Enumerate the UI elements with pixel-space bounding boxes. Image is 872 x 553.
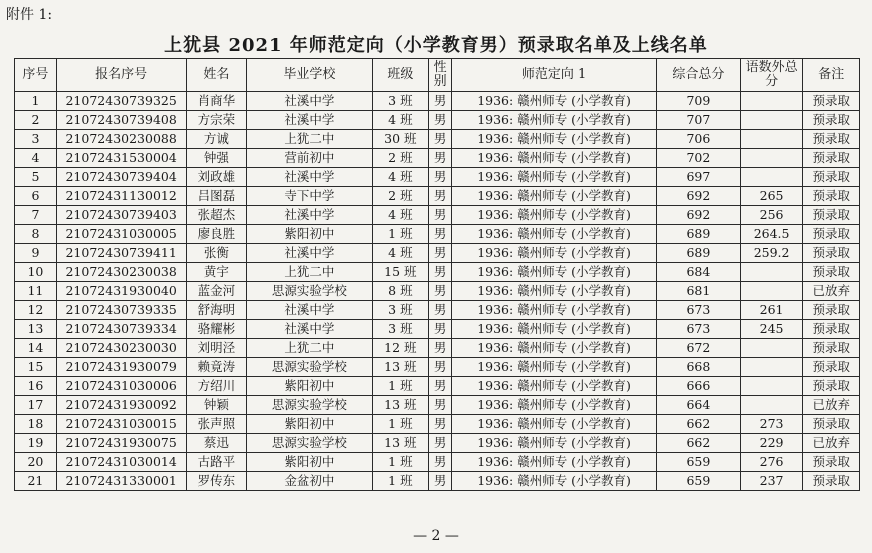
table-body <box>15 92 860 491</box>
col-reg-no-cell: 21072430739325 <box>56 92 186 111</box>
col-gender-cell: 男 <box>429 244 452 263</box>
col-total-score-cell: 666 <box>657 377 741 396</box>
col-name-cell: 廖良胜 <box>186 225 247 244</box>
col-class-cell: 8 班 <box>372 282 428 301</box>
col-remark-cell: 预录取 <box>803 111 860 130</box>
col-reg-no-cell: 21072430739408 <box>56 111 186 130</box>
col-normal-target-cell: 1936: 赣州师专 (小学教育) <box>452 358 657 377</box>
col-reg-no-cell: 21072431930075 <box>56 434 186 453</box>
col-name-cell: 肖商华 <box>186 92 247 111</box>
col-remark-cell: 预录取 <box>803 92 860 111</box>
col-school-cell: 社溪中学 <box>247 301 372 320</box>
col-normal-target-cell: 1936: 赣州师专 (小学教育) <box>452 263 657 282</box>
col-school-cell: 营前初中 <box>247 149 372 168</box>
col-gender-cell: 男 <box>429 396 452 415</box>
col-reg-no-cell: 21072430230030 <box>56 339 186 358</box>
header-col-school: 毕业学校 <box>247 59 372 92</box>
col-normal-target-cell: 1936: 赣州师专 (小学教育) <box>452 130 657 149</box>
col-school-cell: 金盆初中 <box>247 472 372 491</box>
col-name-cell: 蔡迅 <box>186 434 247 453</box>
col-class-cell: 12 班 <box>372 339 428 358</box>
col-total-score-cell: 673 <box>657 301 741 320</box>
col-normal-target-cell: 1936: 赣州师专 (小学教育) <box>452 472 657 491</box>
col-gender-cell: 男 <box>429 282 452 301</box>
col-total-score-cell: 692 <box>657 206 741 225</box>
table-row <box>15 168 860 187</box>
col-reg-no-cell: 21072430739403 <box>56 206 186 225</box>
col-core-score-cell: 237 <box>740 472 803 491</box>
table-row <box>15 92 860 111</box>
col-name-cell: 黄宇 <box>186 263 247 282</box>
col-remark-cell: 预录取 <box>803 377 860 396</box>
col-school-cell: 社溪中学 <box>247 168 372 187</box>
col-remark-cell: 预录取 <box>803 472 860 491</box>
col-reg-no-cell: 21072431530004 <box>56 149 186 168</box>
col-total-score-cell: 681 <box>657 282 741 301</box>
col-school-cell: 思源实验学校 <box>247 358 372 377</box>
col-core-score-cell: 229 <box>740 434 803 453</box>
col-normal-target-cell: 1936: 赣州师专 (小学教育) <box>452 225 657 244</box>
col-gender-cell: 男 <box>429 130 452 149</box>
col-remark-cell: 预录取 <box>803 130 860 149</box>
col-gender-cell: 男 <box>429 415 452 434</box>
col-core-score-cell: 276 <box>740 453 803 472</box>
col-total-score-cell: 673 <box>657 320 741 339</box>
col-remark-cell: 预录取 <box>803 301 860 320</box>
table-header <box>15 59 860 92</box>
col-index-cell: 6 <box>15 187 57 206</box>
col-remark-cell: 预录取 <box>803 358 860 377</box>
col-class-cell: 3 班 <box>372 301 428 320</box>
col-reg-no-cell: 21072431130012 <box>56 187 186 206</box>
col-normal-target-cell: 1936: 赣州师专 (小学教育) <box>452 282 657 301</box>
col-school-cell: 寺下中学 <box>247 187 372 206</box>
col-reg-no-cell: 21072430230038 <box>56 263 186 282</box>
col-core-score-cell <box>740 377 803 396</box>
col-core-score-cell <box>740 282 803 301</box>
header-col-normal-target: 师范定向 1 <box>452 59 657 92</box>
col-index-cell: 14 <box>15 339 57 358</box>
col-core-score-cell: 245 <box>740 320 803 339</box>
col-remark-cell: 预录取 <box>803 320 860 339</box>
col-normal-target-cell: 1936: 赣州师专 (小学教育) <box>452 206 657 225</box>
col-total-score-cell: 709 <box>657 92 741 111</box>
col-school-cell: 社溪中学 <box>247 206 372 225</box>
col-total-score-cell: 672 <box>657 339 741 358</box>
col-index-cell: 20 <box>15 453 57 472</box>
col-core-score-cell <box>740 168 803 187</box>
col-reg-no-cell: 21072431030006 <box>56 377 186 396</box>
col-remark-cell: 预录取 <box>803 149 860 168</box>
col-name-cell: 古路平 <box>186 453 247 472</box>
col-core-score-cell: 273 <box>740 415 803 434</box>
col-reg-no-cell: 21072431930092 <box>56 396 186 415</box>
col-name-cell: 刘政雄 <box>186 168 247 187</box>
col-gender-cell: 男 <box>429 339 452 358</box>
col-school-cell: 社溪中学 <box>247 320 372 339</box>
col-name-cell: 舒海明 <box>186 301 247 320</box>
col-class-cell: 3 班 <box>372 92 428 111</box>
header-col-gender: 性别 <box>429 59 452 92</box>
col-class-cell: 13 班 <box>372 396 428 415</box>
col-school-cell: 思源实验学校 <box>247 434 372 453</box>
col-class-cell: 1 班 <box>372 377 428 396</box>
col-index-cell: 15 <box>15 358 57 377</box>
table-row <box>15 339 860 358</box>
table-row <box>15 377 860 396</box>
col-name-cell: 方绍川 <box>186 377 247 396</box>
col-class-cell: 13 班 <box>372 434 428 453</box>
col-core-score-cell: 261 <box>740 301 803 320</box>
col-school-cell: 上犹二中 <box>247 263 372 282</box>
header-col-reg-no: 报名序号 <box>56 59 186 92</box>
table-row <box>15 225 860 244</box>
document-title: 上犹县 2021 年师范定向（小学教育男）预录取名单及上线名单 <box>164 35 708 56</box>
header-col-total-score: 综合总分 <box>657 59 741 92</box>
col-gender-cell: 男 <box>429 206 452 225</box>
col-total-score-cell: 664 <box>657 396 741 415</box>
col-gender-cell: 男 <box>429 377 452 396</box>
col-index-cell: 1 <box>15 92 57 111</box>
col-core-score-cell: 265 <box>740 187 803 206</box>
col-remark-cell: 预录取 <box>803 453 860 472</box>
table-row <box>15 244 860 263</box>
col-normal-target-cell: 1936: 赣州师专 (小学教育) <box>452 301 657 320</box>
col-index-cell: 5 <box>15 168 57 187</box>
col-class-cell: 1 班 <box>372 472 428 491</box>
header-row <box>15 59 860 92</box>
col-total-score-cell: 702 <box>657 149 741 168</box>
col-total-score-cell: 707 <box>657 111 741 130</box>
col-index-cell: 11 <box>15 282 57 301</box>
col-name-cell: 钟强 <box>186 149 247 168</box>
col-reg-no-cell: 21072431930079 <box>56 358 186 377</box>
table-row <box>15 282 860 301</box>
table-row <box>15 206 860 225</box>
col-index-cell: 4 <box>15 149 57 168</box>
col-gender-cell: 男 <box>429 111 452 130</box>
col-school-cell: 社溪中学 <box>247 244 372 263</box>
col-remark-cell: 预录取 <box>803 339 860 358</box>
col-gender-cell: 男 <box>429 263 452 282</box>
col-reg-no-cell: 21072431330001 <box>56 472 186 491</box>
col-gender-cell: 男 <box>429 168 452 187</box>
col-total-score-cell: 692 <box>657 187 741 206</box>
col-name-cell: 张超杰 <box>186 206 247 225</box>
col-name-cell: 张声照 <box>186 415 247 434</box>
col-total-score-cell: 662 <box>657 434 741 453</box>
col-normal-target-cell: 1936: 赣州师专 (小学教育) <box>452 320 657 339</box>
col-total-score-cell: 659 <box>657 472 741 491</box>
col-normal-target-cell: 1936: 赣州师专 (小学教育) <box>452 187 657 206</box>
col-school-cell: 紫阳初中 <box>247 415 372 434</box>
col-name-cell: 吕图磊 <box>186 187 247 206</box>
col-remark-cell: 预录取 <box>803 225 860 244</box>
col-normal-target-cell: 1936: 赣州师专 (小学教育) <box>452 149 657 168</box>
col-gender-cell: 男 <box>429 358 452 377</box>
table-row <box>15 396 860 415</box>
col-normal-target-cell: 1936: 赣州师专 (小学教育) <box>452 453 657 472</box>
col-class-cell: 30 班 <box>372 130 428 149</box>
col-reg-no-cell: 21072430230088 <box>56 130 186 149</box>
table-row <box>15 263 860 282</box>
table-row <box>15 111 860 130</box>
col-name-cell: 蓝金河 <box>186 282 247 301</box>
col-school-cell: 思源实验学校 <box>247 396 372 415</box>
col-school-cell: 社溪中学 <box>247 111 372 130</box>
col-reg-no-cell: 21072430739411 <box>56 244 186 263</box>
col-total-score-cell: 689 <box>657 244 741 263</box>
col-school-cell: 紫阳初中 <box>247 377 372 396</box>
table-row <box>15 149 860 168</box>
col-index-cell: 21 <box>15 472 57 491</box>
col-gender-cell: 男 <box>429 92 452 111</box>
col-school-cell: 紫阳初中 <box>247 453 372 472</box>
col-index-cell: 9 <box>15 244 57 263</box>
col-total-score-cell: 662 <box>657 415 741 434</box>
col-class-cell: 4 班 <box>372 168 428 187</box>
col-core-score-cell <box>740 149 803 168</box>
table-row <box>15 130 860 149</box>
col-remark-cell: 已放弃 <box>803 396 860 415</box>
col-school-cell: 上犹二中 <box>247 130 372 149</box>
col-remark-cell: 预录取 <box>803 415 860 434</box>
col-remark-cell: 已放弃 <box>803 434 860 453</box>
col-remark-cell: 已放弃 <box>803 282 860 301</box>
col-gender-cell: 男 <box>429 301 452 320</box>
col-reg-no-cell: 21072430739334 <box>56 320 186 339</box>
col-gender-cell: 男 <box>429 434 452 453</box>
col-name-cell: 骆耀彬 <box>186 320 247 339</box>
col-normal-target-cell: 1936: 赣州师专 (小学教育) <box>452 339 657 358</box>
col-core-score-cell: 256 <box>740 206 803 225</box>
col-class-cell: 15 班 <box>372 263 428 282</box>
col-class-cell: 3 班 <box>372 320 428 339</box>
col-class-cell: 2 班 <box>372 187 428 206</box>
col-name-cell: 罗传东 <box>186 472 247 491</box>
col-index-cell: 3 <box>15 130 57 149</box>
header-col-index: 序号 <box>15 59 57 92</box>
table-row <box>15 453 860 472</box>
col-name-cell: 方诚 <box>186 130 247 149</box>
col-total-score-cell: 697 <box>657 168 741 187</box>
col-name-cell: 赖竟涛 <box>186 358 247 377</box>
table-row <box>15 472 860 491</box>
col-index-cell: 19 <box>15 434 57 453</box>
col-normal-target-cell: 1936: 赣州师专 (小学教育) <box>452 415 657 434</box>
col-normal-target-cell: 1936: 赣州师专 (小学教育) <box>452 111 657 130</box>
col-index-cell: 18 <box>15 415 57 434</box>
col-name-cell: 钟颖 <box>186 396 247 415</box>
header-col-name: 姓名 <box>186 59 247 92</box>
col-gender-cell: 男 <box>429 187 452 206</box>
col-core-score-cell: 264.5 <box>740 225 803 244</box>
col-core-score-cell <box>740 92 803 111</box>
page-number: — 2 — <box>413 528 459 544</box>
col-reg-no-cell: 21072431930040 <box>56 282 186 301</box>
col-core-score-cell <box>740 130 803 149</box>
header-col-core-score: 语数外总分 <box>740 59 803 92</box>
col-normal-target-cell: 1936: 赣州师专 (小学教育) <box>452 434 657 453</box>
col-remark-cell: 预录取 <box>803 187 860 206</box>
col-reg-no-cell: 21072430739335 <box>56 301 186 320</box>
col-index-cell: 10 <box>15 263 57 282</box>
col-normal-target-cell: 1936: 赣州师专 (小学教育) <box>452 168 657 187</box>
col-index-cell: 8 <box>15 225 57 244</box>
attachment-label: 附件 1: <box>6 7 53 23</box>
col-total-score-cell: 668 <box>657 358 741 377</box>
table-row <box>15 415 860 434</box>
col-core-score-cell <box>740 339 803 358</box>
col-name-cell: 张衡 <box>186 244 247 263</box>
col-class-cell: 4 班 <box>372 111 428 130</box>
col-core-score-cell: 259.2 <box>740 244 803 263</box>
col-school-cell: 紫阳初中 <box>247 225 372 244</box>
col-total-score-cell: 684 <box>657 263 741 282</box>
col-class-cell: 1 班 <box>372 453 428 472</box>
col-remark-cell: 预录取 <box>803 206 860 225</box>
col-normal-target-cell: 1936: 赣州师专 (小学教育) <box>452 244 657 263</box>
col-reg-no-cell: 21072431030014 <box>56 453 186 472</box>
table-row <box>15 187 860 206</box>
header-col-class: 班级 <box>372 59 428 92</box>
col-class-cell: 4 班 <box>372 244 428 263</box>
col-core-score-cell <box>740 263 803 282</box>
col-gender-cell: 男 <box>429 320 452 339</box>
table-row <box>15 358 860 377</box>
col-class-cell: 2 班 <box>372 149 428 168</box>
table-row <box>15 301 860 320</box>
col-total-score-cell: 706 <box>657 130 741 149</box>
col-class-cell: 13 班 <box>372 358 428 377</box>
col-name-cell: 刘明泾 <box>186 339 247 358</box>
col-total-score-cell: 689 <box>657 225 741 244</box>
admission-table <box>14 58 860 491</box>
col-school-cell: 思源实验学校 <box>247 282 372 301</box>
col-index-cell: 2 <box>15 111 57 130</box>
col-core-score-cell <box>740 396 803 415</box>
col-index-cell: 17 <box>15 396 57 415</box>
col-index-cell: 16 <box>15 377 57 396</box>
col-gender-cell: 男 <box>429 225 452 244</box>
col-gender-cell: 男 <box>429 149 452 168</box>
col-school-cell: 上犹二中 <box>247 339 372 358</box>
col-normal-target-cell: 1936: 赣州师专 (小学教育) <box>452 396 657 415</box>
col-core-score-cell <box>740 111 803 130</box>
col-name-cell: 方宗荣 <box>186 111 247 130</box>
col-reg-no-cell: 21072430739404 <box>56 168 186 187</box>
table-row <box>15 434 860 453</box>
col-class-cell: 1 班 <box>372 415 428 434</box>
col-class-cell: 4 班 <box>372 206 428 225</box>
col-remark-cell: 预录取 <box>803 244 860 263</box>
col-reg-no-cell: 21072431030015 <box>56 415 186 434</box>
col-remark-cell: 预录取 <box>803 168 860 187</box>
table-row <box>15 320 860 339</box>
col-gender-cell: 男 <box>429 472 452 491</box>
col-school-cell: 社溪中学 <box>247 92 372 111</box>
col-total-score-cell: 659 <box>657 453 741 472</box>
col-core-score-cell <box>740 358 803 377</box>
col-reg-no-cell: 21072431030005 <box>56 225 186 244</box>
col-gender-cell: 男 <box>429 453 452 472</box>
col-index-cell: 12 <box>15 301 57 320</box>
col-index-cell: 7 <box>15 206 57 225</box>
col-normal-target-cell: 1936: 赣州师专 (小学教育) <box>452 92 657 111</box>
col-index-cell: 13 <box>15 320 57 339</box>
col-class-cell: 1 班 <box>372 225 428 244</box>
col-normal-target-cell: 1936: 赣州师专 (小学教育) <box>452 377 657 396</box>
header-col-remark: 备注 <box>803 59 860 92</box>
col-remark-cell: 预录取 <box>803 263 860 282</box>
